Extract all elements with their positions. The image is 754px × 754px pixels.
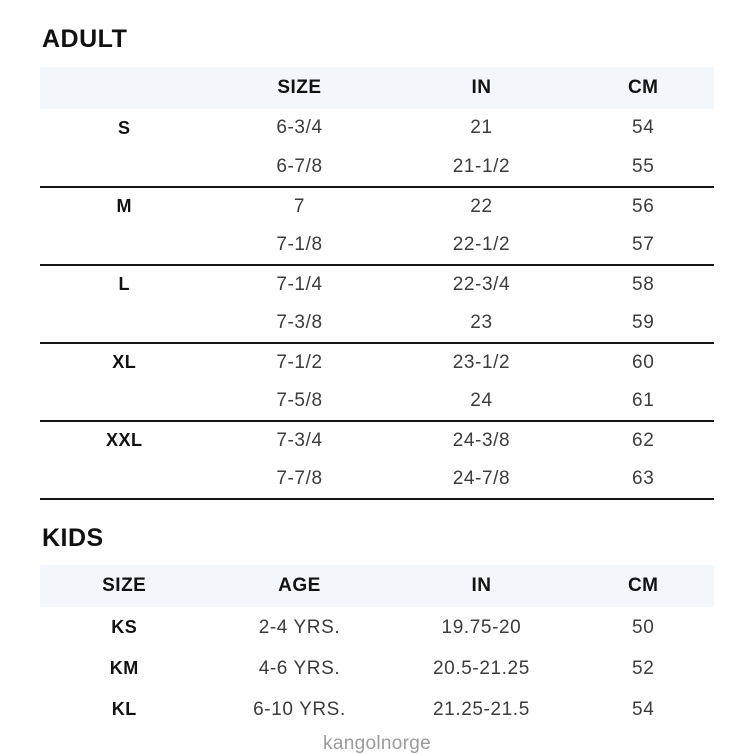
- kids-table-row-age: 6-10 YRS.: [253, 698, 346, 720]
- adult-table-row-cm: 55: [572, 148, 714, 187]
- adult-table-row-size: 7-7/8: [209, 460, 391, 499]
- adult-table-row: [40, 343, 714, 382]
- adult-table-row-size: 7: [293, 195, 306, 217]
- adult-table-row-size: 6-3/4: [276, 117, 323, 138]
- adult-table-row-size: 7-3/4: [276, 429, 323, 451]
- kids-table-body: [40, 607, 714, 730]
- adult-table-row-label: L: [118, 274, 130, 294]
- kids-table-row-in: 20.5-21.25: [433, 657, 530, 679]
- adult-table-row: [40, 187, 714, 226]
- kids-table-row-cm: 52: [632, 657, 655, 679]
- kids-table-row-in: 21.25-21.5: [433, 698, 530, 720]
- kids-header-age: AGE: [209, 565, 391, 607]
- kids-table-row-cm: 50: [632, 616, 655, 638]
- kids-header-size: SIZE: [40, 565, 209, 607]
- adult-size-table: [40, 67, 714, 500]
- adult-table-row-in: 24-3/8: [452, 429, 511, 451]
- kids-header-cm: CM: [572, 565, 714, 607]
- kids-table-row-age: 2-4 YRS.: [258, 616, 341, 638]
- adult-table-row-in: 22: [470, 195, 493, 217]
- adult-table-row-size: 6-7/8: [209, 148, 391, 187]
- adult-table-row-in: 24-7/8: [390, 460, 572, 499]
- adult-table-row-size: 7-1/4: [276, 273, 323, 295]
- kids-table-row-age: 4-6 YRS.: [258, 657, 341, 679]
- adult-table-row-cm: 58: [632, 273, 655, 295]
- adult-table-row-size: 7-3/8: [209, 304, 391, 343]
- adult-table-row-size: 7-1/8: [209, 226, 391, 265]
- kids-header-in: IN: [390, 565, 572, 607]
- adult-table-row: [40, 265, 714, 304]
- adult-table-row-in: 21: [470, 117, 493, 138]
- adult-table-row-cm: 62: [632, 429, 655, 451]
- kids-table-row: [40, 689, 714, 730]
- adult-table-row-label: [40, 304, 209, 343]
- adult-table-row-cm: 57: [572, 226, 714, 265]
- kids-size-table: [40, 565, 714, 730]
- kids-table-header-row: [40, 565, 714, 607]
- kids-table-row-label: KL: [111, 699, 137, 719]
- adult-table-row: [40, 148, 714, 187]
- adult-table-row-size: 7-5/8: [209, 382, 391, 421]
- adult-table-row-in: 22-3/4: [452, 273, 511, 295]
- adult-header-size: SIZE: [209, 67, 391, 109]
- adult-header-in: IN: [390, 67, 572, 109]
- adult-header-blank: [40, 67, 209, 109]
- kids-table-row: [40, 607, 714, 648]
- adult-table-body: [40, 109, 714, 499]
- adult-table-row-cm: 59: [572, 304, 714, 343]
- adult-table-row-label: S: [117, 117, 131, 138]
- adult-section-title: ADULT: [42, 25, 128, 53]
- adult-table-row: [40, 226, 714, 265]
- adult-table-row-label: XL: [112, 352, 137, 372]
- adult-table-row: [40, 109, 714, 148]
- adult-table-row-label: XXL: [105, 430, 143, 450]
- adult-table-row-in: 21-1/2: [390, 148, 572, 187]
- adult-table-row-label: [40, 460, 209, 499]
- adult-table-row: [40, 421, 714, 460]
- adult-table-row-cm: 54: [632, 117, 655, 138]
- adult-table-row: [40, 382, 714, 421]
- adult-table-row-size: 7-1/2: [276, 351, 323, 373]
- adult-table-row-label: [40, 382, 209, 421]
- adult-table-row: [40, 304, 714, 343]
- adult-table-row-cm: 56: [632, 195, 655, 217]
- kids-table-row-label: KS: [111, 617, 138, 637]
- adult-table-header-row: [40, 67, 714, 109]
- adult-header-cm: CM: [572, 67, 714, 109]
- kids-table-row-cm: 54: [632, 698, 655, 720]
- adult-table-row: [40, 460, 714, 499]
- adult-table-row-label: [40, 148, 209, 187]
- adult-table-row-cm: 61: [572, 382, 714, 421]
- adult-table-row-in: 24: [390, 382, 572, 421]
- adult-table-row-label: [40, 226, 209, 265]
- kids-table-row: [40, 648, 714, 689]
- adult-table-row-cm: 60: [632, 351, 655, 373]
- adult-table-row-in: 23-1/2: [452, 351, 511, 373]
- kids-table-row-in: 19.75-20: [441, 616, 522, 638]
- kids-table-row-label: KM: [109, 658, 139, 678]
- footer-brand-text: kangolnorge: [323, 733, 431, 754]
- adult-table-row-cm: 63: [572, 460, 714, 499]
- adult-table-row-in: 23: [390, 304, 572, 343]
- adult-table-row-label: M: [116, 196, 132, 216]
- adult-table-row-in: 22-1/2: [390, 226, 572, 265]
- kids-section-title: KIDS: [42, 523, 104, 552]
